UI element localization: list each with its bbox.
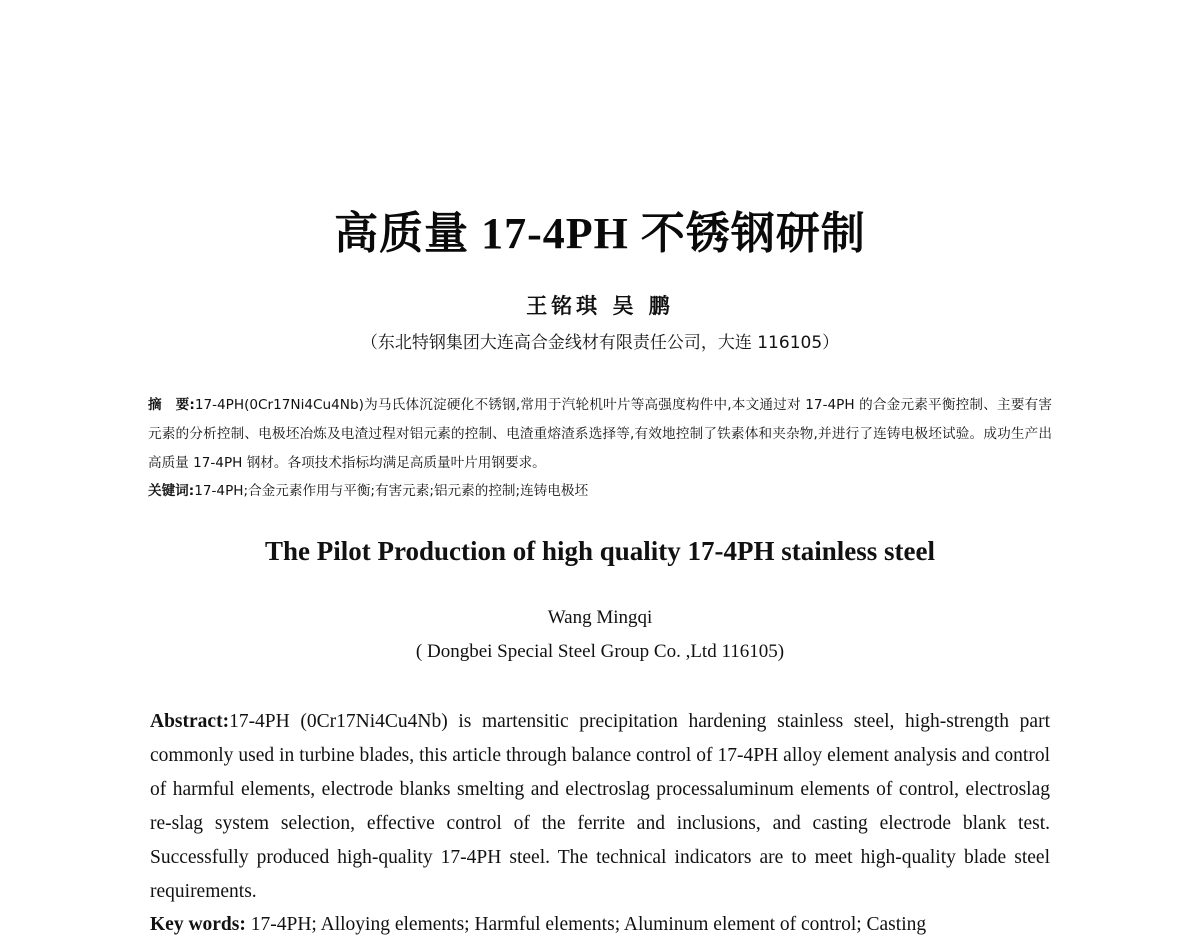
paper-title-en: The Pilot Production of high quality 17-4PH stainless steel [264,536,936,566]
abstract-en-text: 17-4PH (0Cr17Ni4Cu4Nb) is martensitic precipitation hardening stainless steel, high-strength part commonly used in turbine blades, this article through balance control of 17-4PH alloy element analysis and control of harmful elements, electrode blanks smelting and electroslag processaluminum elements of control, electroslag re-slag system selection, effective control of the ferrite and inclusions, and casting electrode blank test. Successfully produced high-quality 17-4PH steel. The technical indicators are to meet high-quality blade steel requirements. [150,711,1050,902]
paper-title-cn: 高质量 17-4PH 不锈钢研制 [334,209,866,258]
abstract-cn [148,391,1052,478]
keywords-cn [148,477,1052,506]
affiliation-cn: （东北特钢集团大连高合金线材有限责任公司，大连 116105） [360,333,840,353]
abstract-en [150,705,1050,909]
author-en: Wang Mingqi [547,607,653,628]
abstract-en-label: Abstract: [150,711,230,732]
keywords-cn-label: 关键词: [148,483,195,499]
keywords-en-text: 17-4PH; Alloying elements; Harmful elements; Aluminum element of control; Casting [250,914,927,935]
abstract-cn-text: 17-4PH(0Cr17Ni4Cu4Nb)为马氏体沉淀硬化不锈钢,常用于汽轮机叶片等高强度构件中,本文通过对 17-4PH 的合金元素平衡控制、主要有害元素的分析控制、电极坯冶炼及电渣过程对铝元素的控制、电渣重熔渣系选择等,有效地控制了铁素体和夹杂物,并进行了连铸电极坯试验。成功生产出高质量 17-4PH 钢材。各项技术指标均满足高质量叶片用钢要求。 [148,397,1053,471]
keywords-cn-text: 17-4PH;合金元素作用与平衡;有害元素;铝元素的控制;连铸电极坯 [194,483,589,499]
keywords-en [150,908,1050,942]
affiliation-en: ( Dongbei Special Steel Group Co. ,Ltd 116105) [415,641,785,662]
abstract-cn-label: 摘 要: [148,397,195,413]
authors-cn: 王铭琪 吴 鹏 [526,293,674,318]
keywords-en-label: Key words: [150,914,246,935]
